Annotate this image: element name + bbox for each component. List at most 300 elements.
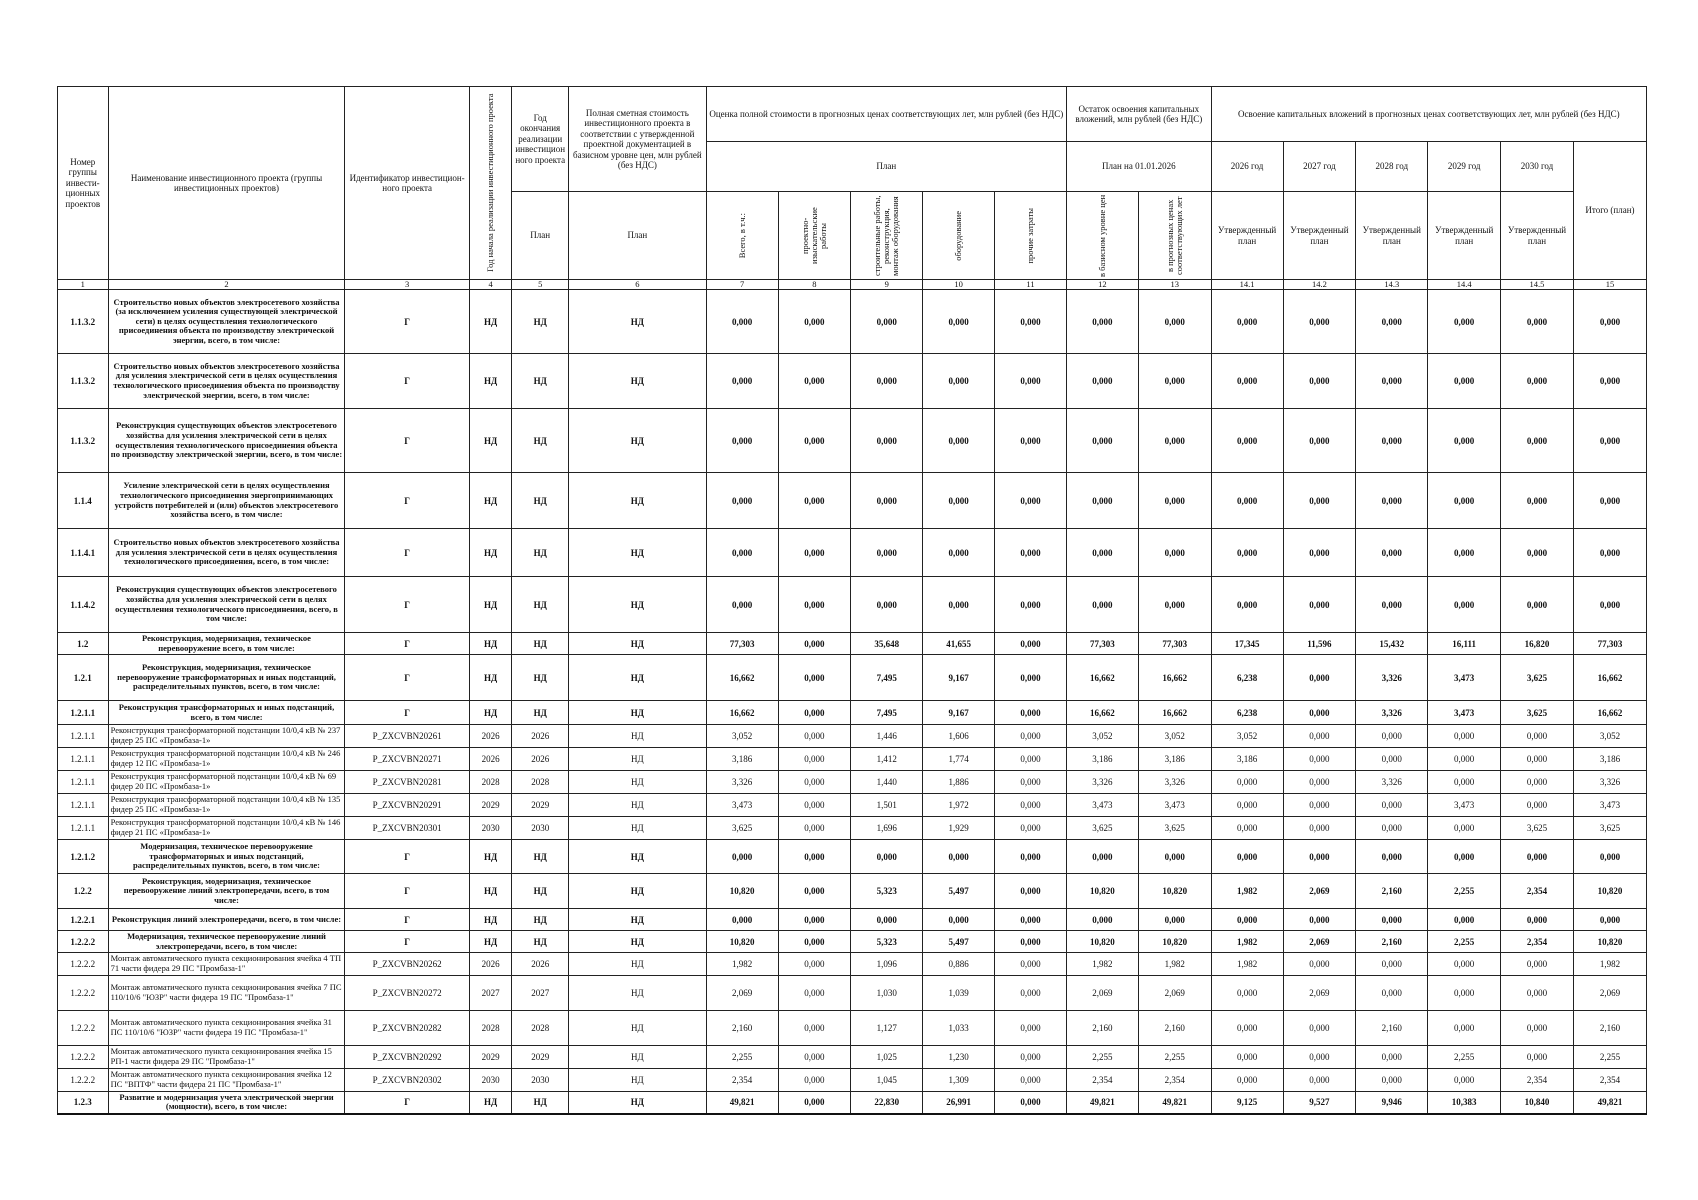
row-group-number: 1.2.1.1: [58, 725, 109, 748]
row-value-cell: 1,501: [851, 794, 923, 817]
row-project-name: Монтаж автоматического пункта секционирования ячейка 31 ПС 110/10/6 "ЮЗР" части фидера 19 ПС "Промбаза-1": [108, 1011, 345, 1046]
row-project-name: Модернизация, техническое перевооружение трансформаторных и иных подстанций, распределительных пунктов, всего, в том числе:: [108, 840, 345, 874]
column-number: 11: [995, 280, 1067, 290]
row-value-cell: 0,000: [1138, 909, 1211, 931]
row-group-number: 1.2.2.2: [58, 976, 109, 1011]
row-value-cell: 1,039: [923, 976, 995, 1011]
row-value-cell: 1,045: [851, 1069, 923, 1092]
row-project-id: Г: [345, 874, 469, 909]
row-value-cell: 0,000: [1283, 529, 1356, 577]
row-value-cell: 0,000: [1283, 748, 1356, 771]
table-row: [58, 1046, 1647, 1069]
row-value-cell: 1,033: [923, 1011, 995, 1046]
row-group-number: 1.2.1: [58, 655, 109, 701]
row-project-id: Г: [345, 577, 469, 633]
row-value-cell: 0,000: [778, 1092, 851, 1114]
row-value-cell: 2,255: [706, 1046, 778, 1069]
row-value-cell: НД: [512, 354, 569, 409]
row-value-cell: 9,125: [1211, 1092, 1283, 1114]
row-value-cell: 3,473: [706, 794, 778, 817]
row-value-cell: НД: [569, 633, 707, 655]
row-value-cell: НД: [512, 655, 569, 701]
row-project-name: Монтаж автоматического пункта секционирования ячейка 7 ПС 110/10/6 "ЮЗР" части фидера 19 ПС "Промбаза-1": [108, 976, 345, 1011]
header-total-plan: Итого (план): [1573, 142, 1646, 280]
row-value-cell: 3,326: [1066, 771, 1138, 794]
row-value-cell: 0,000: [1211, 976, 1283, 1011]
row-value-cell: НД: [569, 748, 707, 771]
header-full-cost-plan: План: [706, 142, 1066, 192]
row-value-cell: 0,000: [995, 577, 1067, 633]
row-value-cell: 0,000: [995, 409, 1067, 473]
investment-table-sheet: [57, 86, 1647, 1115]
row-value-cell: НД: [512, 633, 569, 655]
table-row: [58, 817, 1647, 840]
row-value-cell: НД: [569, 931, 707, 953]
row-group-number: 1.1.3.2: [58, 409, 109, 473]
row-value-cell: НД: [569, 290, 707, 354]
row-value-cell: 0,000: [995, 931, 1067, 953]
row-value-cell: 0,000: [1138, 577, 1211, 633]
row-value-cell: 3,625: [1138, 817, 1211, 840]
row-value-cell: 0,000: [1211, 473, 1283, 529]
row-project-id: P_ZXCVBN20292: [345, 1046, 469, 1069]
row-value-cell: НД: [512, 840, 569, 874]
row-value-cell: 16,662: [1138, 655, 1211, 701]
row-value-cell: 0,000: [995, 655, 1067, 701]
row-value-cell: 0,000: [995, 794, 1067, 817]
row-value-cell: 0,000: [1428, 976, 1501, 1011]
row-value-cell: 2026: [469, 748, 512, 771]
row-value-cell: 0,000: [1356, 976, 1428, 1011]
row-value-cell: НД: [569, 953, 707, 976]
row-value-cell: 0,000: [1283, 817, 1356, 840]
row-value-cell: НД: [569, 701, 707, 725]
row-value-cell: 3,052: [1066, 725, 1138, 748]
row-value-cell: 0,000: [1428, 771, 1501, 794]
header-approved-plan-2029: Утвержденный план: [1428, 192, 1501, 280]
column-number: 13: [1138, 280, 1211, 290]
row-value-cell: НД: [469, 1092, 512, 1114]
row-group-number: 1.2.2.2: [58, 1046, 109, 1069]
row-value-cell: 0,000: [1356, 953, 1428, 976]
row-value-cell: 0,000: [995, 473, 1067, 529]
row-value-cell: 0,000: [1501, 1046, 1574, 1069]
investment-program-table: [57, 86, 1647, 1115]
row-value-cell: НД: [569, 794, 707, 817]
row-value-cell: 16,111: [1428, 633, 1501, 655]
row-value-cell: 3,625: [706, 817, 778, 840]
row-project-name: Реконструкция, модернизация, техническое перевооружение линий электропередачи, всего, в том числе:: [108, 874, 345, 909]
row-value-cell: 1,096: [851, 953, 923, 976]
row-value-cell: 1,982: [1211, 931, 1283, 953]
row-value-cell: 0,000: [1428, 817, 1501, 840]
row-project-name: Реконструкция трансформаторной подстанции 10/0,4 кВ № 146 фидер 21 ПС «Промбаза-1»: [108, 817, 345, 840]
row-value-cell: 0,000: [778, 1069, 851, 1092]
row-value-cell: 2026: [469, 953, 512, 976]
row-value-cell: 0,000: [923, 840, 995, 874]
table-row: [58, 840, 1647, 874]
row-group-number: 1.1.4.1: [58, 529, 109, 577]
row-value-cell: НД: [569, 909, 707, 931]
row-value-cell: 0,000: [1501, 840, 1574, 874]
row-value-cell: 3,473: [1428, 701, 1501, 725]
row-value-cell: НД: [512, 701, 569, 725]
row-value-cell: НД: [512, 931, 569, 953]
row-value-cell: 0,000: [778, 1011, 851, 1046]
row-value-cell: 0,000: [1501, 976, 1574, 1011]
row-value-cell: 2,354: [1501, 874, 1574, 909]
table-row: [58, 290, 1647, 354]
row-value-cell: 0,000: [1573, 473, 1646, 529]
row-value-cell: НД: [512, 909, 569, 931]
row-value-cell: 0,000: [995, 633, 1067, 655]
row-value-cell: 16,662: [1066, 701, 1138, 725]
row-value-cell: 0,000: [923, 473, 995, 529]
row-value-cell: 1,440: [851, 771, 923, 794]
row-value-cell: 3,625: [1501, 655, 1574, 701]
row-project-id: Г: [345, 1092, 469, 1114]
table-row: [58, 701, 1647, 725]
row-value-cell: 2,069: [1283, 976, 1356, 1011]
row-value-cell: НД: [569, 577, 707, 633]
row-group-number: 1.1.3.2: [58, 290, 109, 354]
row-value-cell: 2030: [512, 1069, 569, 1092]
row-value-cell: 0,000: [1501, 794, 1574, 817]
row-group-number: 1.1.4.2: [58, 577, 109, 633]
row-value-cell: 2,069: [1138, 976, 1211, 1011]
row-value-cell: 5,497: [923, 874, 995, 909]
row-value-cell: 3,052: [706, 725, 778, 748]
row-value-cell: 0,000: [778, 655, 851, 701]
row-project-id: Г: [345, 840, 469, 874]
row-value-cell: 49,821: [1066, 1092, 1138, 1114]
row-value-cell: 0,000: [706, 290, 778, 354]
table-body: [58, 290, 1647, 1114]
column-number: 14.1: [1211, 280, 1283, 290]
row-value-cell: 0,000: [1356, 748, 1428, 771]
row-value-cell: 15,432: [1356, 633, 1428, 655]
row-group-number: 1.2.2: [58, 874, 109, 909]
row-value-cell: 0,000: [1356, 725, 1428, 748]
table-row: [58, 953, 1647, 976]
row-value-cell: 3,473: [1138, 794, 1211, 817]
header-project-name: Наименование инвестиционного проекта (группы инвестиционных проектов): [108, 87, 345, 280]
row-value-cell: 0,000: [706, 354, 778, 409]
row-value-cell: 0,000: [1138, 354, 1211, 409]
row-value-cell: 3,186: [1138, 748, 1211, 771]
table-row: [58, 529, 1647, 577]
header-year-2028: 2028 год: [1356, 142, 1428, 192]
row-value-cell: 0,000: [778, 840, 851, 874]
row-value-cell: 0,000: [1501, 1011, 1574, 1046]
row-value-cell: 2027: [512, 976, 569, 1011]
row-value-cell: 0,000: [706, 840, 778, 874]
header-year-2029: 2029 год: [1428, 142, 1501, 192]
header-sub-equipment-cell: [923, 192, 995, 280]
header-approved-plan-2027: Утвержденный план: [1283, 192, 1356, 280]
row-value-cell: 2030: [469, 817, 512, 840]
row-value-cell: 2029: [469, 794, 512, 817]
row-project-id: Г: [345, 909, 469, 931]
row-value-cell: 2,354: [1066, 1069, 1138, 1092]
row-value-cell: 2028: [512, 771, 569, 794]
row-value-cell: 0,000: [1211, 817, 1283, 840]
row-value-cell: 1,309: [923, 1069, 995, 1092]
row-value-cell: 0,000: [1283, 655, 1356, 701]
row-value-cell: 16,662: [1573, 701, 1646, 725]
row-value-cell: 0,000: [1066, 577, 1138, 633]
row-value-cell: 1,774: [923, 748, 995, 771]
row-value-cell: 2,160: [706, 1011, 778, 1046]
row-value-cell: 0,000: [1356, 1046, 1428, 1069]
row-value-cell: НД: [569, 655, 707, 701]
row-value-cell: 2,160: [1356, 931, 1428, 953]
row-value-cell: 0,000: [851, 840, 923, 874]
row-value-cell: 0,000: [851, 473, 923, 529]
row-value-cell: 0,000: [923, 409, 995, 473]
row-value-cell: 0,000: [1573, 354, 1646, 409]
row-value-cell: 0,000: [778, 701, 851, 725]
row-value-cell: 10,840: [1501, 1092, 1574, 1114]
row-value-cell: 0,000: [923, 290, 995, 354]
row-value-cell: 0,000: [995, 976, 1067, 1011]
row-project-id: Г: [345, 701, 469, 725]
row-value-cell: 2,160: [1573, 1011, 1646, 1046]
row-value-cell: 77,303: [1138, 633, 1211, 655]
row-project-name: Модернизация, техническое перевооружение линий электропередачи, всего, в том числе:: [108, 931, 345, 953]
row-value-cell: 0,000: [1428, 748, 1501, 771]
row-value-cell: 41,655: [923, 633, 995, 655]
row-value-cell: 0,000: [995, 1046, 1067, 1069]
row-group-number: 1.2.1.1: [58, 817, 109, 840]
row-value-cell: 0,000: [1356, 577, 1428, 633]
table-header: [58, 87, 1647, 290]
row-value-cell: 5,323: [851, 931, 923, 953]
row-value-cell: 2,255: [1428, 1046, 1501, 1069]
row-value-cell: 0,000: [778, 354, 851, 409]
row-value-cell: 2026: [512, 953, 569, 976]
row-value-cell: 0,000: [1066, 290, 1138, 354]
row-value-cell: 1,929: [923, 817, 995, 840]
row-value-cell: 7,495: [851, 701, 923, 725]
row-value-cell: 3,326: [1356, 655, 1428, 701]
row-value-cell: 0,000: [778, 976, 851, 1011]
row-value-cell: 0,000: [1211, 577, 1283, 633]
row-project-id: Г: [345, 354, 469, 409]
row-value-cell: 2,354: [706, 1069, 778, 1092]
row-value-cell: НД: [569, 1046, 707, 1069]
row-value-cell: 0,000: [706, 577, 778, 633]
row-value-cell: 0,000: [1501, 290, 1574, 354]
row-value-cell: 0,000: [1356, 817, 1428, 840]
row-value-cell: 5,497: [923, 931, 995, 953]
row-value-cell: НД: [469, 874, 512, 909]
row-value-cell: 0,000: [778, 409, 851, 473]
row-project-name: Строительство новых объектов электросетевого хозяйства (за исключением усиления существующей электрической сети) в целях осуществления технологического присоединения объекта по производству электрической энергии, всего, в том числе:: [108, 290, 345, 354]
row-value-cell: 2028: [469, 771, 512, 794]
header-development: Освоение капитальных вложений в прогнозных ценах соответствующих лет, млн рублей (без НДС): [1211, 87, 1646, 142]
row-value-cell: НД: [512, 1092, 569, 1114]
row-project-name: Реконструкция существующих объектов электросетевого хозяйства для усиления электрической сети в целях осуществления технологического присоединения объекта по производству электрической энергии, всего, в том числе:: [108, 409, 345, 473]
header-year-2030: 2030 год: [1501, 142, 1574, 192]
row-value-cell: 0,000: [1283, 577, 1356, 633]
row-value-cell: 0,000: [1428, 529, 1501, 577]
row-value-cell: 2030: [469, 1069, 512, 1092]
row-value-cell: 0,000: [1501, 953, 1574, 976]
row-value-cell: 0,000: [851, 354, 923, 409]
row-group-number: 1.2.2.2: [58, 953, 109, 976]
row-value-cell: 0,000: [1428, 1069, 1501, 1092]
row-value-cell: 0,000: [1283, 354, 1356, 409]
row-value-cell: 0,000: [995, 290, 1067, 354]
row-value-cell: 0,000: [1501, 354, 1574, 409]
row-value-cell: 0,000: [1211, 1069, 1283, 1092]
row-value-cell: 16,662: [1138, 701, 1211, 725]
row-value-cell: 35,648: [851, 633, 923, 655]
row-value-cell: 0,000: [1501, 725, 1574, 748]
row-value-cell: 0,000: [1211, 529, 1283, 577]
table-row: [58, 748, 1647, 771]
row-value-cell: 0,000: [706, 409, 778, 473]
row-value-cell: 0,000: [1283, 701, 1356, 725]
row-value-cell: 0,000: [1211, 771, 1283, 794]
row-value-cell: НД: [469, 633, 512, 655]
row-value-cell: НД: [569, 529, 707, 577]
row-project-id: Г: [345, 473, 469, 529]
row-value-cell: 2,255: [1066, 1046, 1138, 1069]
row-value-cell: 0,000: [995, 1069, 1067, 1092]
row-value-cell: 0,000: [778, 529, 851, 577]
header-year-2026: 2026 год: [1211, 142, 1283, 192]
header-approved-plan-2030: Утвержденный план: [1501, 192, 1574, 280]
row-value-cell: НД: [469, 529, 512, 577]
row-project-id: Г: [345, 655, 469, 701]
table-row: [58, 577, 1647, 633]
header-sub-construction-cell: [851, 192, 923, 280]
row-value-cell: НД: [469, 409, 512, 473]
row-value-cell: 3,625: [1501, 701, 1574, 725]
row-value-cell: 0,000: [778, 577, 851, 633]
row-value-cell: 2028: [469, 1011, 512, 1046]
row-value-cell: 2,255: [1428, 874, 1501, 909]
row-value-cell: 0,000: [995, 909, 1067, 931]
row-value-cell: 77,303: [706, 633, 778, 655]
row-value-cell: 0,000: [1283, 840, 1356, 874]
row-value-cell: 3,052: [1138, 725, 1211, 748]
row-value-cell: НД: [569, 1011, 707, 1046]
table-row: [58, 909, 1647, 931]
row-value-cell: 1,886: [923, 771, 995, 794]
row-value-cell: 0,000: [1501, 909, 1574, 931]
table-row: [58, 409, 1647, 473]
row-group-number: 1.2.2.2: [58, 1069, 109, 1092]
row-value-cell: 2,160: [1356, 874, 1428, 909]
row-group-number: 1.2.2.2: [58, 1011, 109, 1046]
row-value-cell: 0,000: [923, 577, 995, 633]
row-value-cell: 0,000: [1066, 529, 1138, 577]
row-project-name: Монтаж автоматического пункта секционирования ячейка 15 РП-1 части фидера 29 ПС "Промбаза-1": [108, 1046, 345, 1069]
column-number: 4: [469, 280, 512, 290]
row-value-cell: 0,000: [1138, 290, 1211, 354]
row-value-cell: 0,000: [1356, 909, 1428, 931]
row-project-id: P_ZXCVBN20301: [345, 817, 469, 840]
row-value-cell: 6,238: [1211, 701, 1283, 725]
row-value-cell: 17,345: [1211, 633, 1283, 655]
row-value-cell: 2,160: [1356, 1011, 1428, 1046]
table-row: [58, 1069, 1647, 1092]
row-value-cell: 0,000: [1356, 290, 1428, 354]
row-value-cell: 0,000: [1138, 409, 1211, 473]
row-value-cell: 0,000: [923, 909, 995, 931]
row-project-name: Реконструкция трансформаторных и иных подстанций, всего, в том числе:: [108, 701, 345, 725]
row-value-cell: НД: [569, 817, 707, 840]
row-value-cell: 2,255: [1573, 1046, 1646, 1069]
row-project-name: Реконструкция трансформаторной подстанции 10/0,4 кВ № 246 фидер 12 ПС «Промбаза-1»: [108, 748, 345, 771]
row-project-name: Монтаж автоматического пункта секционирования ячейка 12 ПС "ВПТФ" части фидера 21 ПС "Промбаза-1": [108, 1069, 345, 1092]
row-value-cell: 9,527: [1283, 1092, 1356, 1114]
row-value-cell: 0,000: [851, 909, 923, 931]
row-value-cell: 1,982: [1066, 953, 1138, 976]
row-value-cell: 2029: [512, 1046, 569, 1069]
row-value-cell: НД: [569, 1092, 707, 1114]
row-value-cell: 2030: [512, 817, 569, 840]
column-number: 6: [569, 280, 707, 290]
row-value-cell: 0,000: [1501, 529, 1574, 577]
row-value-cell: 3,052: [1573, 725, 1646, 748]
row-value-cell: 1,982: [706, 953, 778, 976]
row-value-cell: 0,000: [1211, 794, 1283, 817]
row-value-cell: 0,000: [1356, 840, 1428, 874]
row-value-cell: НД: [569, 771, 707, 794]
row-value-cell: 0,000: [995, 1011, 1067, 1046]
row-value-cell: 6,238: [1211, 655, 1283, 701]
row-value-cell: 16,662: [1573, 655, 1646, 701]
row-value-cell: 77,303: [1066, 633, 1138, 655]
header-remaining: Остаток освоения капитальных вложений, млн рублей (без НДС): [1066, 87, 1211, 142]
row-value-cell: НД: [569, 354, 707, 409]
row-value-cell: 0,000: [1066, 354, 1138, 409]
row-value-cell: 0,000: [1283, 409, 1356, 473]
row-value-cell: 3,473: [1573, 794, 1646, 817]
column-numbers-row: [58, 280, 1647, 290]
row-value-cell: НД: [512, 409, 569, 473]
header-estimate-cost: Полная сметная стоимость инвестиционного проекта в соответствии с утвержденной проектной документацией в базисном уровне цен, млн рублей (без НДС): [569, 87, 707, 192]
row-value-cell: НД: [469, 931, 512, 953]
row-value-cell: 0,000: [778, 953, 851, 976]
row-value-cell: 0,000: [778, 817, 851, 840]
row-project-name: Строительство новых объектов электросетевого хозяйства для усиления электрической сети в целях осуществления технологического присоединения, всего, в том числе:: [108, 529, 345, 577]
row-group-number: 1.1.3.2: [58, 354, 109, 409]
column-number: 14.5: [1501, 280, 1574, 290]
row-value-cell: 10,820: [1138, 874, 1211, 909]
header-start-year: Год начала реализации инвестиционного проекта: [485, 93, 496, 273]
row-group-number: 1.2.1.1: [58, 701, 109, 725]
row-value-cell: 9,946: [1356, 1092, 1428, 1114]
header-end-year-plan: План: [512, 192, 569, 280]
header-sub-design-cell: [778, 192, 851, 280]
row-value-cell: 1,982: [1573, 953, 1646, 976]
row-value-cell: НД: [469, 909, 512, 931]
row-value-cell: 0,000: [1428, 290, 1501, 354]
row-value-cell: 0,000: [1573, 577, 1646, 633]
row-value-cell: 3,186: [1211, 748, 1283, 771]
row-value-cell: 2,354: [1501, 931, 1574, 953]
row-value-cell: 0,000: [1283, 794, 1356, 817]
header-sub-other: прочие затраты: [1025, 207, 1035, 264]
row-value-cell: 0,000: [1211, 909, 1283, 931]
row-project-id: P_ZXCVBN20302: [345, 1069, 469, 1092]
row-value-cell: 0,000: [1573, 409, 1646, 473]
